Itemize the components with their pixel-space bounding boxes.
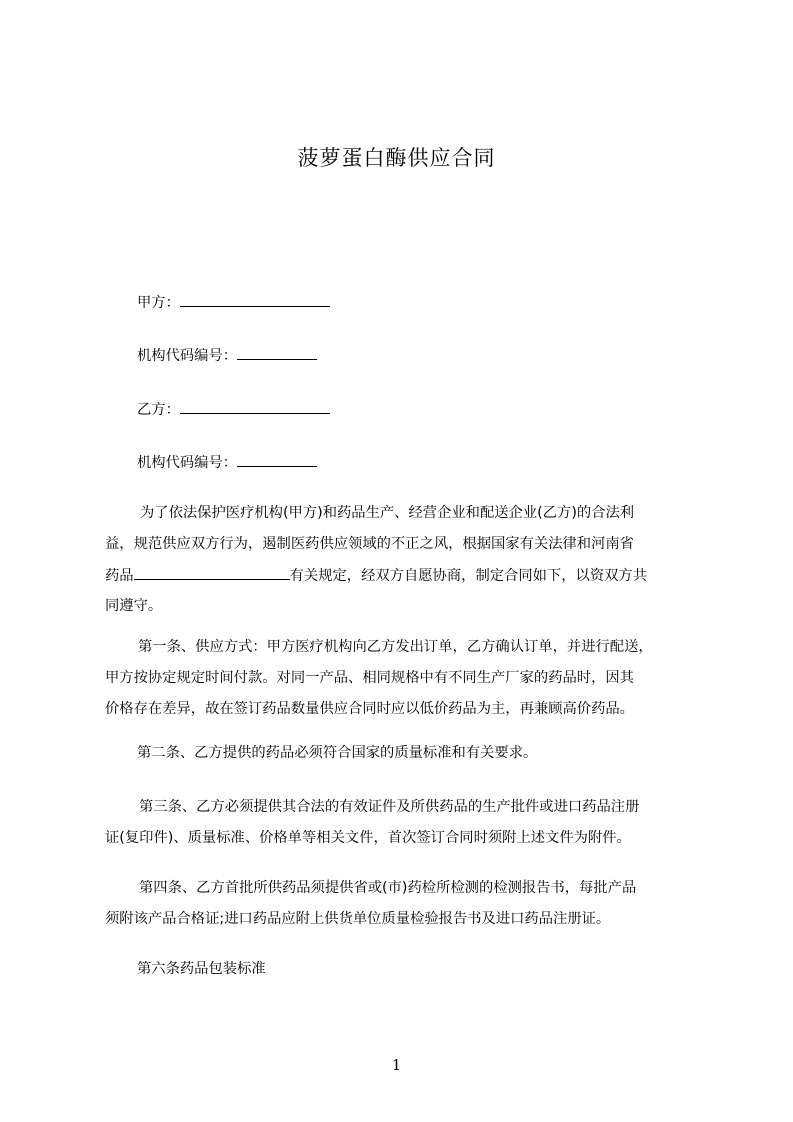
intro-line-4: 同遵守。 xyxy=(105,598,163,614)
article-1-line-1: 第一条、供应方式：甲方医疗机构向乙方发出订单，乙方确认订单，并进行配送， xyxy=(138,639,653,655)
org-code-b-label: 机构代码编号： xyxy=(137,455,238,471)
org-code-a-field xyxy=(137,345,317,366)
article-1-line-3: 价格存在差异，故在签订药品数量供应合同时应以低价药品为主，再兼顾高价药品。 xyxy=(105,701,634,717)
article-3 xyxy=(105,797,690,848)
org-code-a-label: 机构代码编号： xyxy=(137,348,238,364)
province-drug-blank[interactable] xyxy=(134,565,290,580)
article-3-line-2: 证(复印件)、质量标准、价格单等相关文件，首次签订合同时须附上述文件为附件。 xyxy=(105,830,631,846)
article-4-line-2: 须附该产品合格证;进口药品应附上供货单位质量检验报告书及进口药品注册证。 xyxy=(105,911,611,927)
party-b-blank[interactable] xyxy=(180,399,330,414)
article-4 xyxy=(105,878,690,929)
article-4-line-1: 第四条、乙方首批所供药品须提供省或(市)药检所检测的检测报告书，每批产品 xyxy=(139,880,637,896)
article-1-line-2: 甲方按协定规定时间付款。对同一产品、相同规格中有不同生产厂家的药品时，因其 xyxy=(105,670,634,686)
article-1 xyxy=(105,637,690,719)
intro-paragraph xyxy=(105,503,690,616)
intro-line-1: 为了依法保护医疗机构(甲方)和药品生产、经营企业和配送企业(乙方)的合法利 xyxy=(140,505,635,521)
article-6 xyxy=(105,959,690,979)
intro-line-3 xyxy=(105,565,690,585)
article-2 xyxy=(105,743,690,763)
document-title: 菠萝蛋白酶供应合同 xyxy=(297,146,496,170)
article-3-line-1: 第三条、乙方必须提供其合法的有效证件及所供药品的生产批件或进口药品注册 xyxy=(139,799,640,815)
party-a-blank[interactable] xyxy=(180,292,330,307)
party-a-label: 甲方： xyxy=(137,295,180,311)
intro-line-3-post: 有关规定，经双方自愿协商，制定合同如下，以资双方共 xyxy=(289,568,648,584)
article-2-line-1: 第二条、乙方提供的药品必须符合国家的质量标准和有关要求。 xyxy=(137,745,538,761)
party-b-label: 乙方： xyxy=(137,402,180,418)
org-code-b-blank[interactable] xyxy=(237,452,317,467)
org-code-b-field xyxy=(137,452,317,473)
article-6-heading: 第六条药品包装标准 xyxy=(137,961,266,977)
intro-line-3-pre: 药品 xyxy=(105,568,134,584)
intro-line-2: 益，规范供应双方行为，遏制医药供应领域的不正之风，根据国家有关法律和河南省 xyxy=(105,536,634,552)
page-number: 1 xyxy=(391,1056,402,1074)
party-b-field xyxy=(137,399,330,420)
party-a-field xyxy=(137,292,330,313)
org-code-a-blank[interactable] xyxy=(237,345,317,360)
